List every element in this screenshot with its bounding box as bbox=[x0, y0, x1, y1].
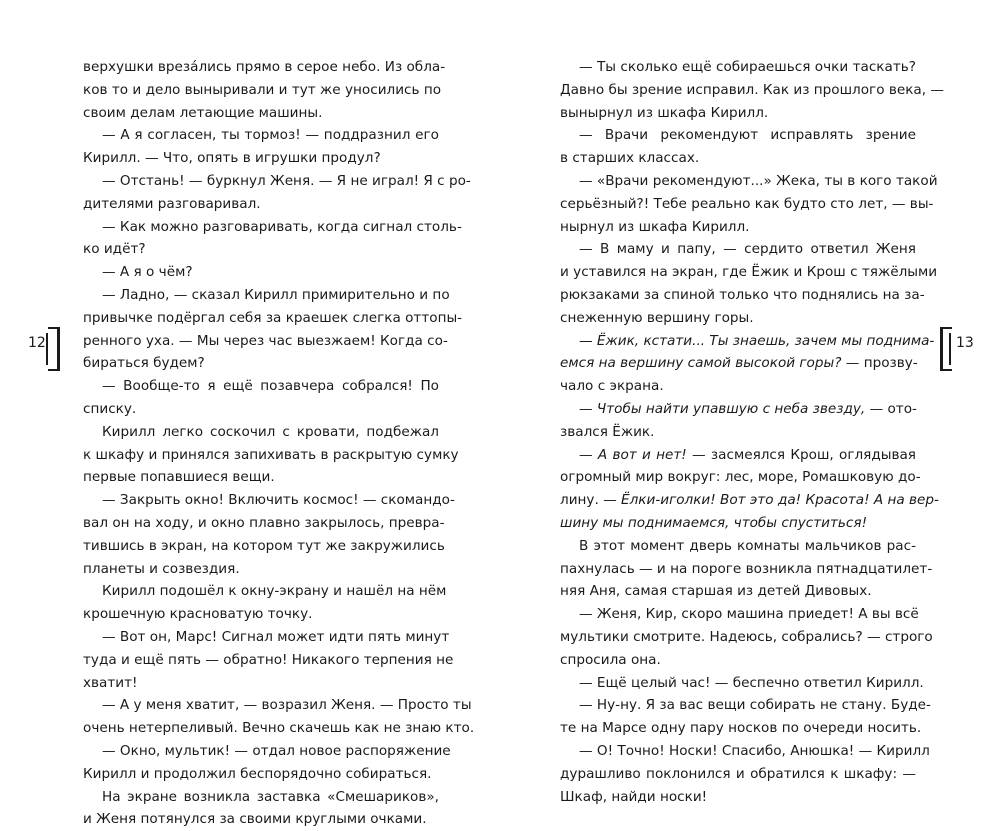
right-page-number: 13 bbox=[956, 335, 974, 351]
text-line: Кирилл подошёл к окну-экрану и нашёл на нём bbox=[102, 583, 447, 600]
text-line: ренного уха. — Мы через час выезжаем! Когда со- bbox=[83, 332, 448, 349]
text-line: крошечную красноватую точку. bbox=[83, 606, 313, 623]
text-line: ков то и дело выныривали и тут же уносились по bbox=[83, 81, 442, 98]
text-line: мультики смотрите. Надеюсь, собрались? — строго bbox=[560, 628, 933, 645]
text-line: верхушки врезáлись прямо в серое небо. Из обла- bbox=[83, 59, 446, 75]
text-line: няя Аня, самая старшая из детей Дивовых. bbox=[560, 583, 872, 600]
text-line: планеты и созвездия. bbox=[83, 560, 240, 577]
text-line: Кирилл легко соскочил с кровати, подбежал bbox=[102, 423, 439, 440]
text-line: — Отстань! — буркнул Женя. — Я не играл! Я с ро- bbox=[102, 172, 471, 189]
text-line: чало с экрана. bbox=[560, 378, 664, 395]
text-line: первые попавшиеся вещи. bbox=[83, 469, 275, 486]
text-line: туда и ещё пять — обратно! Никакого терпения не bbox=[83, 651, 454, 668]
text-line: — Окно, мультик! — отдал новое распоряжение bbox=[102, 742, 451, 759]
text-line: — Вот он, Марс! Сигнал может идти пять минут bbox=[102, 628, 450, 645]
text-line: дителями разговаривал. bbox=[83, 195, 261, 212]
text-line: Кирилл и продолжил беспорядочно собираться. bbox=[83, 765, 432, 782]
text-line: бираться будем? bbox=[83, 355, 205, 372]
text-line: тившись в экран, на котором тут же закружились bbox=[83, 537, 445, 554]
text-line: — Чтобы найти упавшую с неба звезду, — ото- bbox=[579, 400, 917, 417]
text-line: хватит! bbox=[83, 674, 138, 691]
text-line: В этот момент дверь комнаты мальчиков рас- bbox=[579, 537, 916, 554]
text-line: — Ты сколько ещё собираешься очки таскать? bbox=[579, 59, 916, 75]
text-line: Шкаф, найди носки! bbox=[560, 788, 708, 805]
text-line: — Закрыть окно! Включить космос! — скомандо- bbox=[102, 492, 455, 509]
text-line: емся на вершину самой высокой горы? — прозву- bbox=[560, 355, 918, 372]
text-line: Давно бы зрение исправил. Как из прошлого века, — bbox=[560, 81, 944, 98]
text-line: снеженную вершину горы. bbox=[560, 309, 754, 326]
text-line: шину мы поднимаемся, чтобы спуститься! bbox=[560, 514, 868, 531]
text-line: вынырнул из шкафа Кирилл. bbox=[560, 104, 769, 121]
text-line: — Как можно разговаривать, когда сигнал столь- bbox=[102, 218, 462, 235]
text-line: в старших классах. bbox=[560, 150, 700, 167]
text-line: — Женя, Кир, скоро машина приедет! А вы всё bbox=[579, 606, 919, 623]
text-line: списку. bbox=[83, 400, 137, 417]
left-page-text bbox=[83, 56, 475, 831]
text-line: — Ну-ну. Я за вас вещи собирать не стану. Буде- bbox=[579, 697, 931, 714]
text-line: нырнул из шкафа Кирилл. bbox=[560, 218, 750, 235]
text-line: привычке подёргал себя за краешек слегка оттопы- bbox=[83, 309, 463, 326]
text-line: — А у меня хватит, — возразил Женя. — Просто ты bbox=[102, 697, 472, 714]
text-line: своим делам летающие машины. bbox=[83, 104, 323, 121]
text-line: — А вот и нет! — засмеялся Крош, оглядывая bbox=[579, 446, 916, 463]
text-line: серьёзный?! Тебе реально как будто сто лет, — вы- bbox=[560, 195, 934, 212]
text-line: и уставился на экран, где Ёжик и Крош с тяжёлыми bbox=[560, 264, 938, 281]
left-page-number: 12 bbox=[28, 335, 46, 351]
text-line: лину. — Ёлки-иголки! Вот это да! Красота! А на вер- bbox=[560, 492, 939, 509]
text-line: вал он на ходу, и окно плавно закрылось, превра- bbox=[83, 514, 445, 531]
text-line: огромный мир вокруг: лес, море, Ромашковую до- bbox=[560, 469, 921, 486]
text-line: — Ладно, — сказал Кирилл примирительно и по bbox=[102, 286, 450, 303]
text-line: звался Ёжик. bbox=[560, 423, 655, 440]
text-line: и Женя потянулся за своими круглыми очками. bbox=[83, 811, 427, 828]
text-line: — А я согласен, ты тормоз! — поддразнил его bbox=[102, 127, 439, 144]
right-page-number-box bbox=[940, 327, 1000, 371]
text-line: к шкафу и принялся запихивать в раскрытую сумку bbox=[83, 446, 459, 463]
text-line: Кирилл. — Что, опять в игрушки продул? bbox=[83, 150, 381, 167]
text-line: рюкзаками за спиной только что поднялись на за- bbox=[560, 286, 925, 303]
text-line: дурашливо поклонился и обратился к шкафу: — bbox=[560, 765, 916, 782]
text-line: — Ещё целый час! — беспечно ответил Кирилл. bbox=[579, 674, 924, 691]
text-line: На экране возникла заставка «Смешариков», bbox=[102, 788, 439, 805]
text-line: ко идёт? bbox=[83, 241, 146, 258]
text-line: — В маму и папу, — сердито ответил Женя bbox=[579, 241, 916, 258]
right-page-text bbox=[560, 56, 944, 808]
text-line: спросила она. bbox=[560, 651, 661, 668]
text-line: те на Марсе одну пару носков по очереди носить. bbox=[560, 720, 922, 737]
text-line: пахнулась — и на пороге возникла пятнадцатилет- bbox=[560, 560, 933, 577]
text-line: — О! Точно! Носки! Спасибо, Анюшка! — Кирилл bbox=[579, 742, 930, 759]
left-page-number-box bbox=[0, 327, 60, 371]
text-line: очень нетерпеливый. Вечно скачешь как не знаю кто. bbox=[83, 720, 475, 737]
text-line: — А я о чём? bbox=[102, 264, 193, 281]
text-line: — Ёжик, кстати... Ты знаешь, зачем мы поднима- bbox=[579, 332, 935, 349]
text-line: — Врачи рекомендуют исправлять зрение bbox=[579, 127, 916, 144]
text-line: — Вообще-то я ещё позавчера собрался! По bbox=[102, 378, 439, 395]
text-line: — «Врачи рекомендуют...» Жека, ты в кого такой bbox=[579, 172, 938, 189]
